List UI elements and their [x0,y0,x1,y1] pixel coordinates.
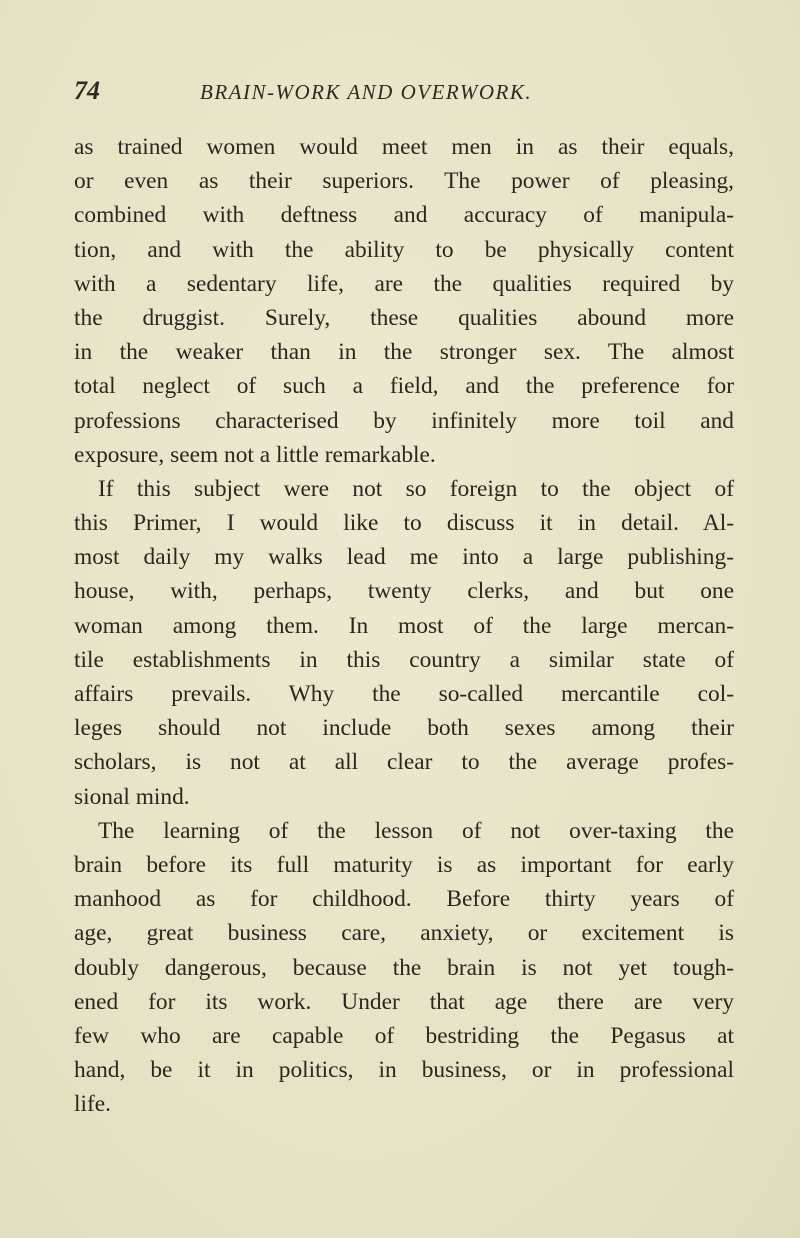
text-line: as trained women would meet men in as their equals, [74,134,734,160]
text-line: life. [74,1091,112,1118]
page-number: 74 [74,76,100,105]
text-line: this Primer, I would like to discuss it in detail. Al- [74,510,734,537]
text-line: manhood as for childhood. Before thirty years of [74,886,734,913]
running-head [74,76,734,106]
text-line: tile establishments in this country a similar state of [74,646,734,673]
running-title: BRAIN-WORK AND OVERWORK. [200,80,533,104]
text-line: tion, and with the ability to be physically content [74,236,734,263]
paragraph [74,130,734,472]
text-line: with a sedentary life, are the qualities required by [74,270,734,297]
body-text [74,130,734,1121]
text-line: the druggist. Surely, these qualities abound more [74,304,734,331]
text-line: house, with, perhaps, twenty clerks, and but one [74,578,734,605]
text-line: The learning of the lesson of not over-taxing the [98,817,734,844]
text-line: scholars, is not at all clear to the average profes- [74,749,734,776]
text-line: age, great business care, anxiety, or excitement is [74,920,734,947]
text-line: affairs prevails. Why the so-called mercantile col- [74,681,734,707]
paragraph [74,814,734,1122]
text-line: or even as their superiors. The power of pleasing, [74,168,734,195]
text-line: professions characterised by infinitely more toil and [74,407,734,434]
text-line: doubly dangerous, because the brain is not yet tough- [74,954,734,981]
text-line: If this subject were not so foreign to the object of [98,475,734,502]
text-line: exposure, seem not a little remarkable. [74,441,436,468]
text-line: combined with deftness and accuracy of manipula- [74,202,734,229]
text-line: sional mind. [74,783,190,810]
text-line: few who are capable of bestriding the Pegasus at [74,1022,734,1049]
text-line: ened for its work. Under that age there are very [74,988,734,1015]
text-line: in the weaker than in the stronger sex. The almost [74,339,734,366]
text-line: most daily my walks lead me into a large publishing- [74,544,734,571]
paragraph [74,472,734,814]
text-line: leges should not include both sexes among their [74,715,734,742]
text-line: total neglect of such a field, and the preference for [74,373,734,400]
text-line: brain before its full maturity is as important for early [74,851,734,878]
text-line: hand, be it in politics, in business, or in professional [74,1057,734,1084]
text-line: woman among them. In most of the large mercan- [74,612,734,639]
